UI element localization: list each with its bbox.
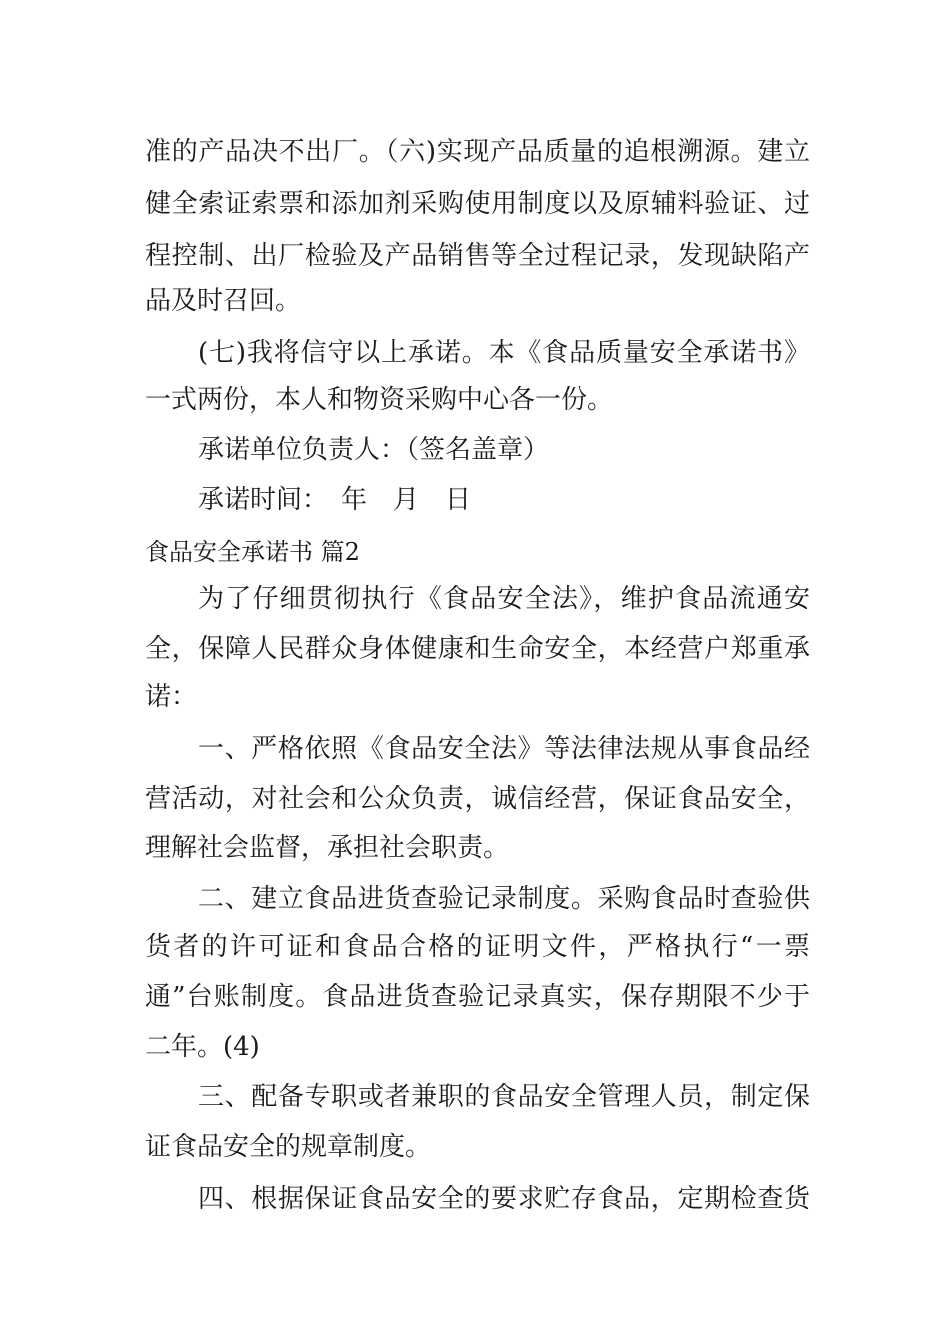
paragraph-line: 营活动，对社会和公众负责，诚信经营，保证食品安全， [145, 784, 810, 814]
paragraph-line: 品及时召回。 [145, 286, 302, 316]
paragraph-line: 准的产品决不出厂。（六)实现产品质量的追根溯源。建立 [145, 137, 810, 167]
paragraph-line: 证食品安全的规章制度。 [145, 1132, 432, 1162]
paragraph-line: 通”台账制度。食品进货查验记录真实，保存期限不少于 [145, 982, 810, 1012]
paragraph-line: 一式两份，本人和物资采购中心各一份。 [145, 385, 614, 415]
paragraph-line: 货者的许可证和食品合格的证明文件，严格执行“一票 [145, 932, 810, 962]
paragraph-line: 理解社会监督，承担社会职责。 [145, 833, 510, 863]
paragraph-line: 诺： [145, 682, 198, 712]
paragraph-line: 程控制、出厂检验及产品销售等全过程记录，发现缺陷产 [145, 241, 810, 271]
date-line: 承诺时间： 年 月 日 [198, 485, 472, 515]
paragraph-line: 二年。(4) [145, 1032, 260, 1062]
paragraph-line: 一、严格依照《食品安全法》等法律法规从事食品经 [198, 734, 810, 764]
paragraph-line: 为了仔细贯彻执行《食品安全法》，维护食品流通安 [198, 584, 810, 614]
paragraph-line: 三、配备专职或者兼职的食品安全管理人员，制定保 [198, 1082, 810, 1112]
paragraph-line: 健全索证索票和添加剂采购使用制度以及原辅料验证、过 [145, 189, 810, 219]
signer-line: 承诺单位负责人：（签名盖章） [198, 435, 550, 465]
section-title: 食品安全承诺书 篇2 [145, 538, 360, 566]
paragraph-line: 二、建立食品进货查验记录制度。采购食品时查验供 [198, 884, 810, 914]
paragraph-line: 四、根据保证食品安全的要求贮存食品，定期检查货 [198, 1184, 810, 1214]
paragraph-line: 全，保障人民群众身体健康和生命安全，本经营户郑重承 [145, 634, 810, 664]
paragraph-line: (七)我将信守以上承诺。本《食品质量安全承诺书》 [198, 338, 810, 368]
